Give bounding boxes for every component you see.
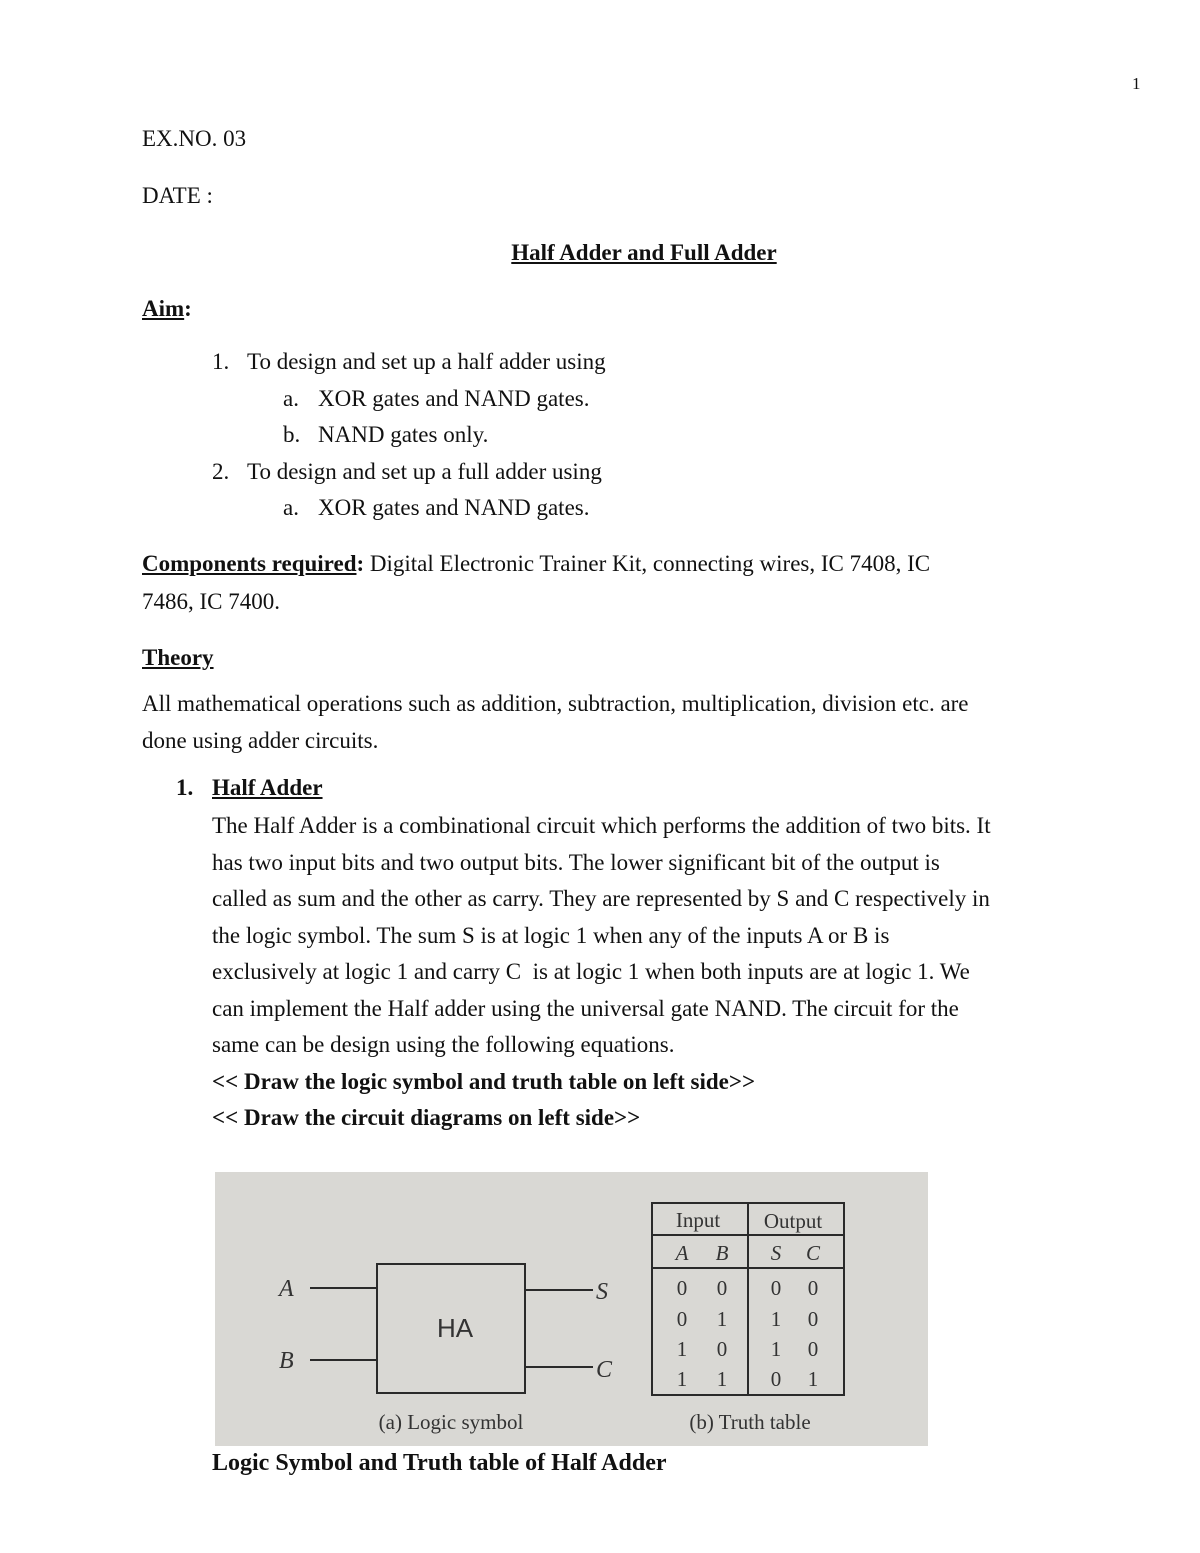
aim-item-num: b. xyxy=(283,422,301,447)
tt-cell: 1 xyxy=(716,1367,728,1391)
aim-item-num: a. xyxy=(283,386,299,411)
tt-cell: 1 xyxy=(807,1367,819,1391)
half-adder-num: 1. xyxy=(176,775,194,800)
paragraph-line: The Half Adder is a combinational circuit which performs the addition of two bits. It xyxy=(212,813,991,838)
output-c-label: C xyxy=(596,1357,613,1383)
components-line-1 xyxy=(142,551,930,577)
logic-symbol-caption: (a) Logic symbol xyxy=(378,1410,524,1434)
paragraph-line: same can be design using the following equations. xyxy=(212,1032,675,1057)
tt-col-s: S xyxy=(770,1241,782,1265)
tt-cell: 1 xyxy=(716,1307,728,1331)
page-title: Half Adder and Full Adder xyxy=(511,240,777,265)
tt-col-c: C xyxy=(805,1241,821,1265)
theory-intro-line-2: done using adder circuits. xyxy=(142,728,379,753)
truth-table-caption: (b) Truth table xyxy=(689,1410,811,1434)
tt-cell: 0 xyxy=(716,1276,728,1300)
aim-item-1 xyxy=(212,349,606,375)
half-adder-heading: Half Adder xyxy=(212,775,323,800)
date-label: DATE : xyxy=(142,183,213,208)
aim-item-2 xyxy=(212,459,602,485)
half-adder-figure xyxy=(215,1172,928,1446)
tt-header-output: Output xyxy=(763,1209,823,1233)
aim-colon: : xyxy=(184,296,192,321)
tt-cell: 0 xyxy=(807,1337,819,1361)
components-colon: : xyxy=(356,551,365,576)
paragraph-line: can implement the Half adder using the universal gate NAND. The circuit for the xyxy=(212,995,959,1021)
aim-item-num: a. xyxy=(283,495,299,520)
page-number: 1 xyxy=(1132,74,1141,93)
tt-cell: 0 xyxy=(807,1307,819,1331)
aim-item-1b xyxy=(283,422,489,448)
tt-cell: 0 xyxy=(807,1276,819,1300)
tt-cell: 0 xyxy=(676,1307,688,1331)
tt-cell: 1 xyxy=(676,1337,688,1361)
ha-label: HA xyxy=(436,1313,474,1343)
aim-item-1a xyxy=(283,386,590,412)
aim-heading-line xyxy=(142,296,192,322)
aim-item-text: XOR gates and NAND gates. xyxy=(318,386,590,411)
paragraph-line: the logic symbol. The sum S is at logic 1 when any of the inputs A or B is xyxy=(212,922,890,948)
draw-note-2: << Draw the circuit diagrams on left side>> xyxy=(212,1105,641,1130)
half-adder-paragraph xyxy=(212,808,1172,1137)
aim-item-text: NAND gates only. xyxy=(318,422,489,447)
tt-cell: 1 xyxy=(770,1337,782,1361)
aim-item-num: 2. xyxy=(212,459,230,484)
figure-caption: Logic Symbol and Truth table of Half Adder xyxy=(212,1450,667,1476)
tt-cell: 0 xyxy=(716,1337,728,1361)
paragraph-line: exclusively at logic 1 and carry C is at logic 1 when both inputs are at logic 1. We xyxy=(212,959,970,984)
paragraph-line: called as sum and the other as carry. They are represented by S and C respectively in xyxy=(212,886,990,911)
aim-item-text: To design and set up a full adder using xyxy=(247,459,602,484)
tt-cell: 0 xyxy=(770,1367,782,1391)
aim-item-text: XOR gates and NAND gates. xyxy=(318,495,590,520)
tt-col-b: B xyxy=(715,1241,729,1265)
aim-item-text: To design and set up a half adder using xyxy=(247,349,606,374)
tt-cell: 1 xyxy=(676,1367,688,1391)
theory-intro-line-1: All mathematical operations such as addition, subtraction, multiplication, division etc. are xyxy=(142,691,969,716)
draw-note-1: << Draw the logic symbol and truth table on left side>> xyxy=(212,1068,756,1094)
tt-cell: 0 xyxy=(676,1276,688,1300)
components-heading: Components required xyxy=(142,551,357,576)
input-b-label: B xyxy=(279,1348,294,1374)
tt-cell: 1 xyxy=(770,1307,782,1331)
paragraph-line: has two input bits and two output bits. The lower significant bit of the output is xyxy=(212,849,940,875)
components-text: Digital Electronic Trainer Kit, connecting wires, IC 7408, IC xyxy=(364,551,931,576)
tt-col-a: A xyxy=(675,1241,689,1265)
aim-item-2a xyxy=(283,495,590,521)
figure-svg xyxy=(215,1172,928,1446)
tt-cell: 0 xyxy=(770,1276,782,1300)
ex-no: EX.NO. 03 xyxy=(142,126,247,151)
components-line-2: 7486, IC 7400. xyxy=(142,589,280,614)
tt-header-input: Input xyxy=(675,1208,721,1232)
aim-item-num: 1. xyxy=(212,349,230,374)
aim-heading: Aim xyxy=(142,296,185,321)
input-a-label: A xyxy=(279,1276,294,1302)
output-s-label: S xyxy=(596,1279,608,1305)
theory-heading: Theory xyxy=(142,645,214,670)
